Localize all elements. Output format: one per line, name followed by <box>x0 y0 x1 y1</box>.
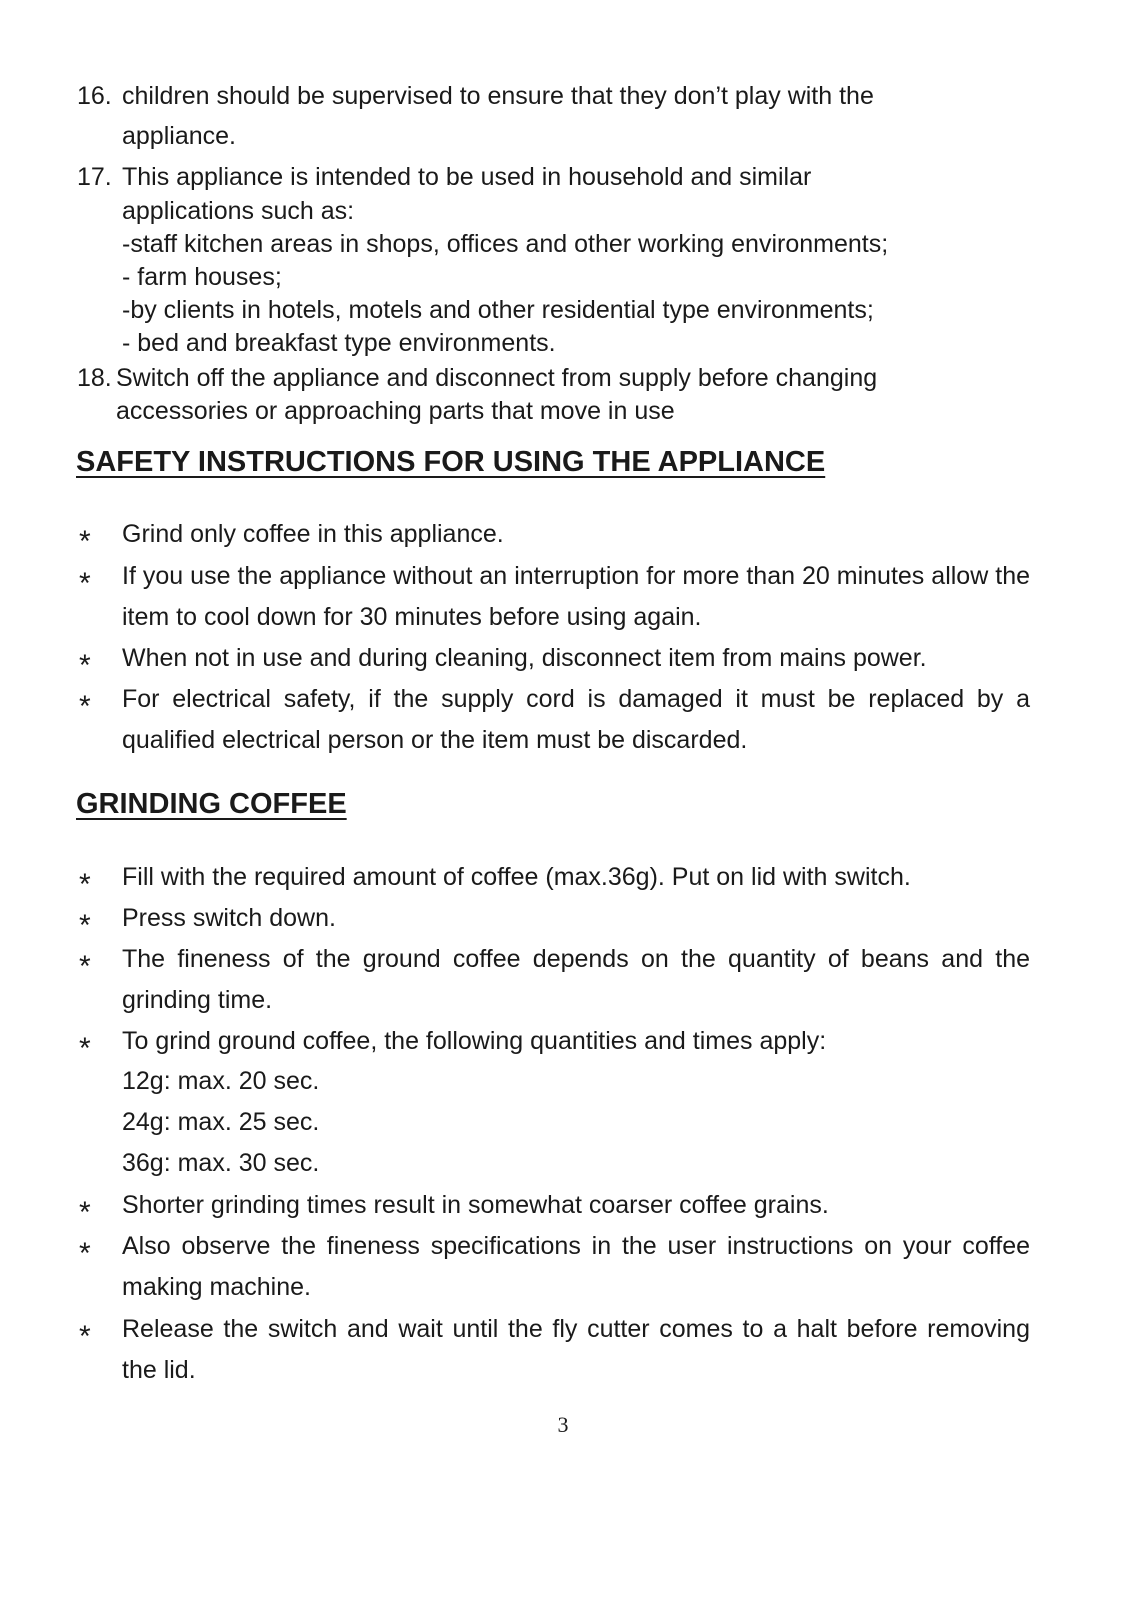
asterisk-bullet-icon: * <box>79 1320 91 1353</box>
asterisk-bullet-icon: * <box>79 868 91 901</box>
bullet-text: Fill with the required amount of coffee (max.36g). Put on lid with switch. <box>122 863 911 891</box>
item-line: -staff kitchen areas in shops, offices and other working environments; <box>122 230 889 258</box>
item-line: - farm houses; <box>122 263 282 291</box>
bullet-text: When not in use and during cleaning, disconnect item from mains power. <box>122 644 927 672</box>
item-number: 18. <box>77 364 112 392</box>
item-number: 17. <box>77 163 112 191</box>
bullet-text: Release the switch and wait until the fly cutter comes to a halt before removing the lid. <box>122 1315 1030 1384</box>
asterisk-bullet-icon: * <box>79 1196 91 1229</box>
grind-time-line: 24g: max. 25 sec. <box>122 1108 320 1136</box>
bullet-text: For electrical safety, if the supply cord is damaged it must be replaced by a qualified electrical person or the item must be discarded. <box>122 685 1030 754</box>
bullet-text: To grind ground coffee, the following quantities and times apply: <box>122 1027 827 1055</box>
item-line: -by clients in hotels, motels and other residential type environments; <box>122 296 874 324</box>
bullet-text: Shorter grinding times result in somewhat coarser coffee grains. <box>122 1191 829 1219</box>
bullet-text: If you use the appliance without an interruption for more than 20 minutes allow the item to cool down for 30 minutes before using again. <box>122 562 1030 631</box>
bullet-text: Also observe the fineness specifications in the user instructions on your coffee making machine. <box>122 1232 1030 1301</box>
item-line: accessories or approaching parts that move in use <box>116 397 675 425</box>
asterisk-bullet-icon: * <box>79 567 91 600</box>
section-heading-grinding: GRINDING COFFEE <box>76 788 347 820</box>
item-line: Switch off the appliance and disconnect from supply before changing <box>116 364 878 392</box>
page-number: 3 <box>557 1412 569 1437</box>
bullet-text: Grind only coffee in this appliance. <box>122 520 504 548</box>
item-number: 16. <box>77 82 112 110</box>
item-line: children should be supervised to ensure that they don’t play with the <box>122 82 874 110</box>
asterisk-bullet-icon: * <box>79 525 91 558</box>
item-line: - bed and breakfast type environments. <box>122 329 556 357</box>
asterisk-bullet-icon: * <box>79 1237 91 1270</box>
item-line: applications such as: <box>122 197 355 225</box>
section-heading-safety: SAFETY INSTRUCTIONS FOR USING THE APPLIANCE <box>76 446 826 478</box>
asterisk-bullet-icon: * <box>79 649 91 682</box>
bullet-text: The fineness of the ground coffee depends on the quantity of beans and the grinding time. <box>122 945 1030 1014</box>
item-line: This appliance is intended to be used in household and similar <box>122 163 812 191</box>
asterisk-bullet-icon: * <box>79 1032 91 1065</box>
asterisk-bullet-icon: * <box>79 909 91 942</box>
asterisk-bullet-icon: * <box>79 690 91 723</box>
grind-time-line: 12g: max. 20 sec. <box>122 1067 320 1095</box>
item-line: appliance. <box>122 122 236 150</box>
asterisk-bullet-icon: * <box>79 950 91 983</box>
bullet-text: Press switch down. <box>122 904 336 932</box>
grind-time-line: 36g: max. 30 sec. <box>122 1149 320 1177</box>
